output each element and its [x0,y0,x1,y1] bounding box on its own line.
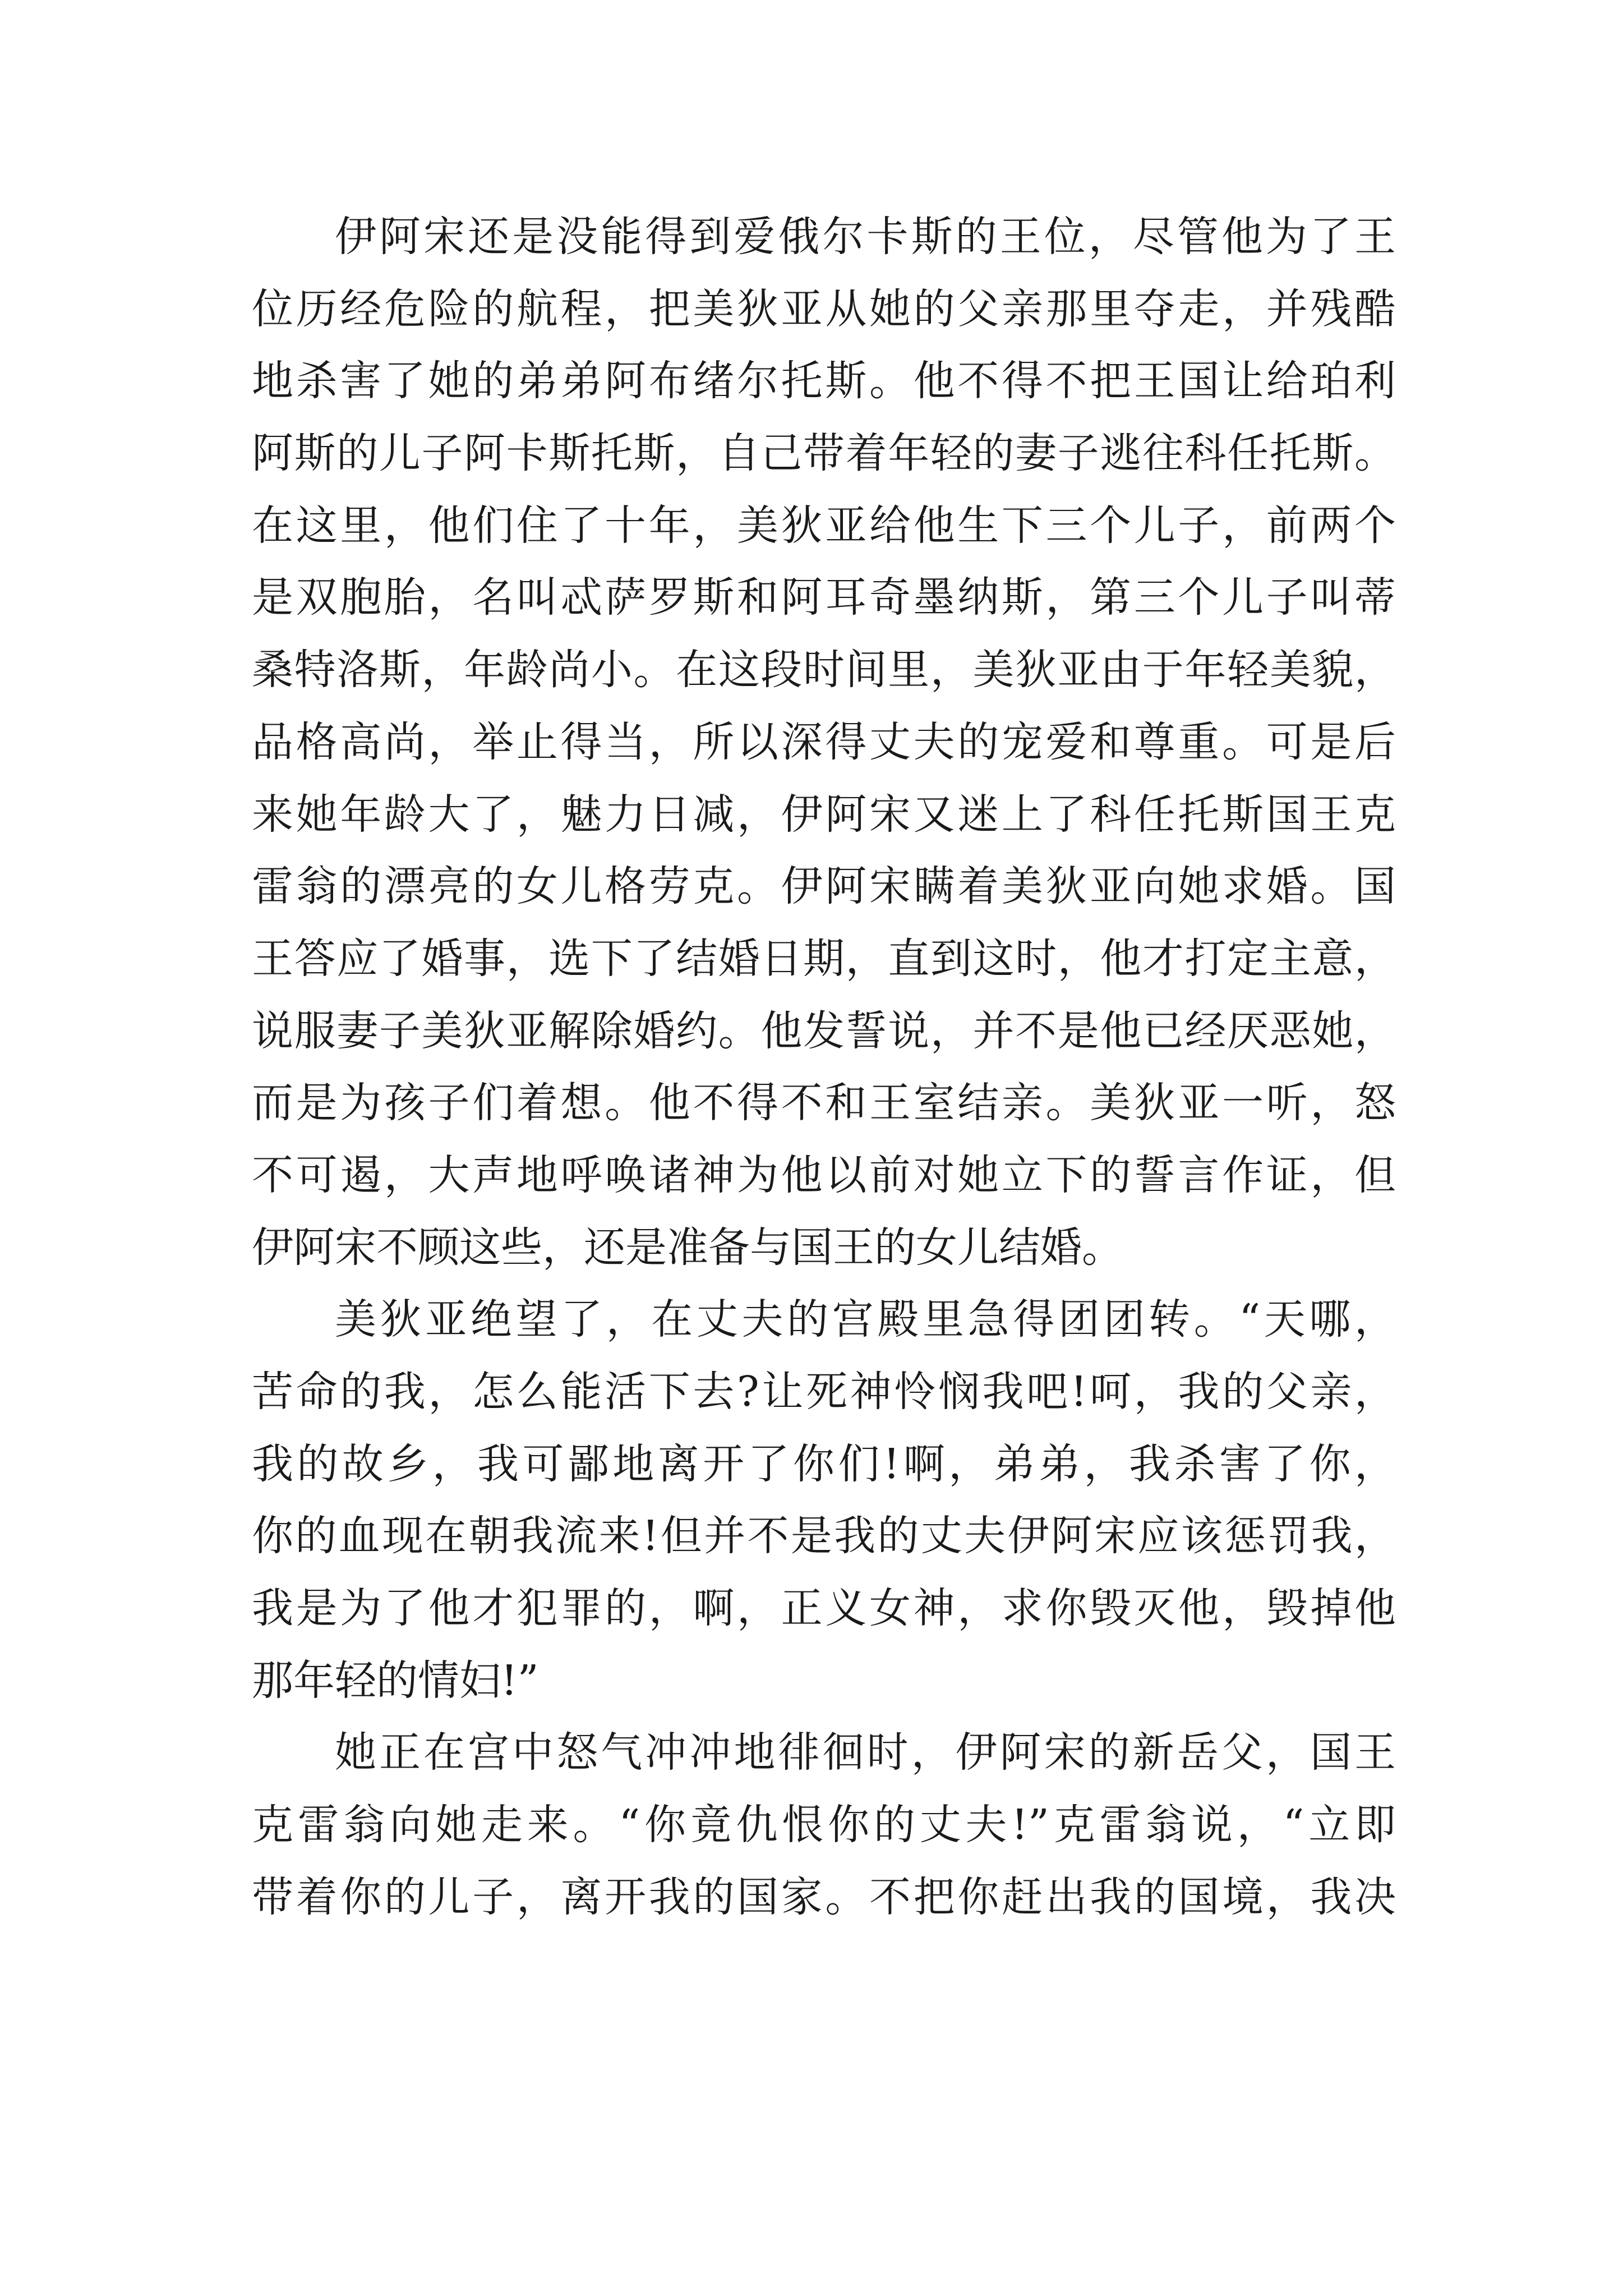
text-line: 不可遏，大声地呼唤诸神为他以前对她立下的誓言作证，但 [252,1151,1396,1199]
text-line: 在这里，他们住了十年，美狄亚给他生下三个儿子，前两个 [252,501,1396,550]
paragraph-1 [252,201,1396,1283]
text-line: 桑特洛斯，年龄尚小。在这段时间里，美狄亚由于年轻美貌， [252,646,1396,694]
text-line: 伊阿宋不顾这些，还是准备与国王的女儿结婚。 [252,1223,1123,1272]
text-line: 是双胞胎，名叫忒萨罗斯和阿耳奇墨纳斯，第三个儿子叫蒂 [252,573,1396,622]
text-line: 品格高尚，举止得当，所以深得丈夫的宠爱和尊重。可是后 [252,717,1396,766]
text-line: 而是为孩子们着想。他不得不和王室结亲。美狄亚一听，怒 [252,1079,1396,1128]
text-line: 我是为了他才犯罪的，啊，正义女神，求你毁灭他，毁掉他 [252,1584,1396,1633]
text-line: 位历经危险的航程，把美狄亚从她的父亲那里夺走，并残酷 [252,284,1396,333]
body-text [252,201,1396,1934]
text-line: 带着你的儿子，离开我的国家。不把你赶出我的国境，我决 [252,1872,1396,1921]
text-line: 苦命的我，怎么能活下去?让死神怜悯我吧!呵，我的父亲， [252,1368,1396,1416]
text-line: 美狄亚绝望了，在丈夫的宫殿里急得团团转。“天哪， [335,1295,1396,1344]
text-line: 克雷翁向她走来。“你竟仇恨你的丈夫!”克雷翁说，“立即 [252,1801,1396,1849]
text-line: 地杀害了她的弟弟阿布绪尔托斯。他不得不把王国让给珀利 [252,357,1396,406]
text-line: 她正在宫中怒气冲冲地徘徊时，伊阿宋的新岳父，国王 [335,1728,1396,1777]
text-line: 那年轻的情妇!” [252,1656,539,1705]
text-line: 雷翁的漂亮的女儿格劳克。伊阿宋瞒着美狄亚向她求婚。国 [252,862,1396,911]
text-line: 来她年龄大了，魅力日减，伊阿宋又迷上了科任托斯国王克 [252,790,1396,839]
text-line: 我的故乡，我可鄙地离开了你们!啊，弟弟，我杀害了你， [252,1439,1396,1488]
text-line: 伊阿宋还是没能得到爱俄尔卡斯的王位，尽管他为了王 [335,213,1396,261]
text-line: 你的血现在朝我流来!但并不是我的丈夫伊阿宋应该惩罚我， [252,1512,1396,1561]
text-line: 王答应了婚事，选下了结婚日期，直到这时，他才打定主意， [252,934,1396,983]
paragraph-2 [252,1283,1396,1717]
text-line: 阿斯的儿子阿卡斯托斯，自己带着年轻的妻子逃往科任托斯。 [252,429,1396,478]
paragraph-3 [252,1717,1396,1933]
text-line: 说服妻子美狄亚解除婚约。他发誓说，并不是他已经厌恶她， [252,1006,1396,1055]
